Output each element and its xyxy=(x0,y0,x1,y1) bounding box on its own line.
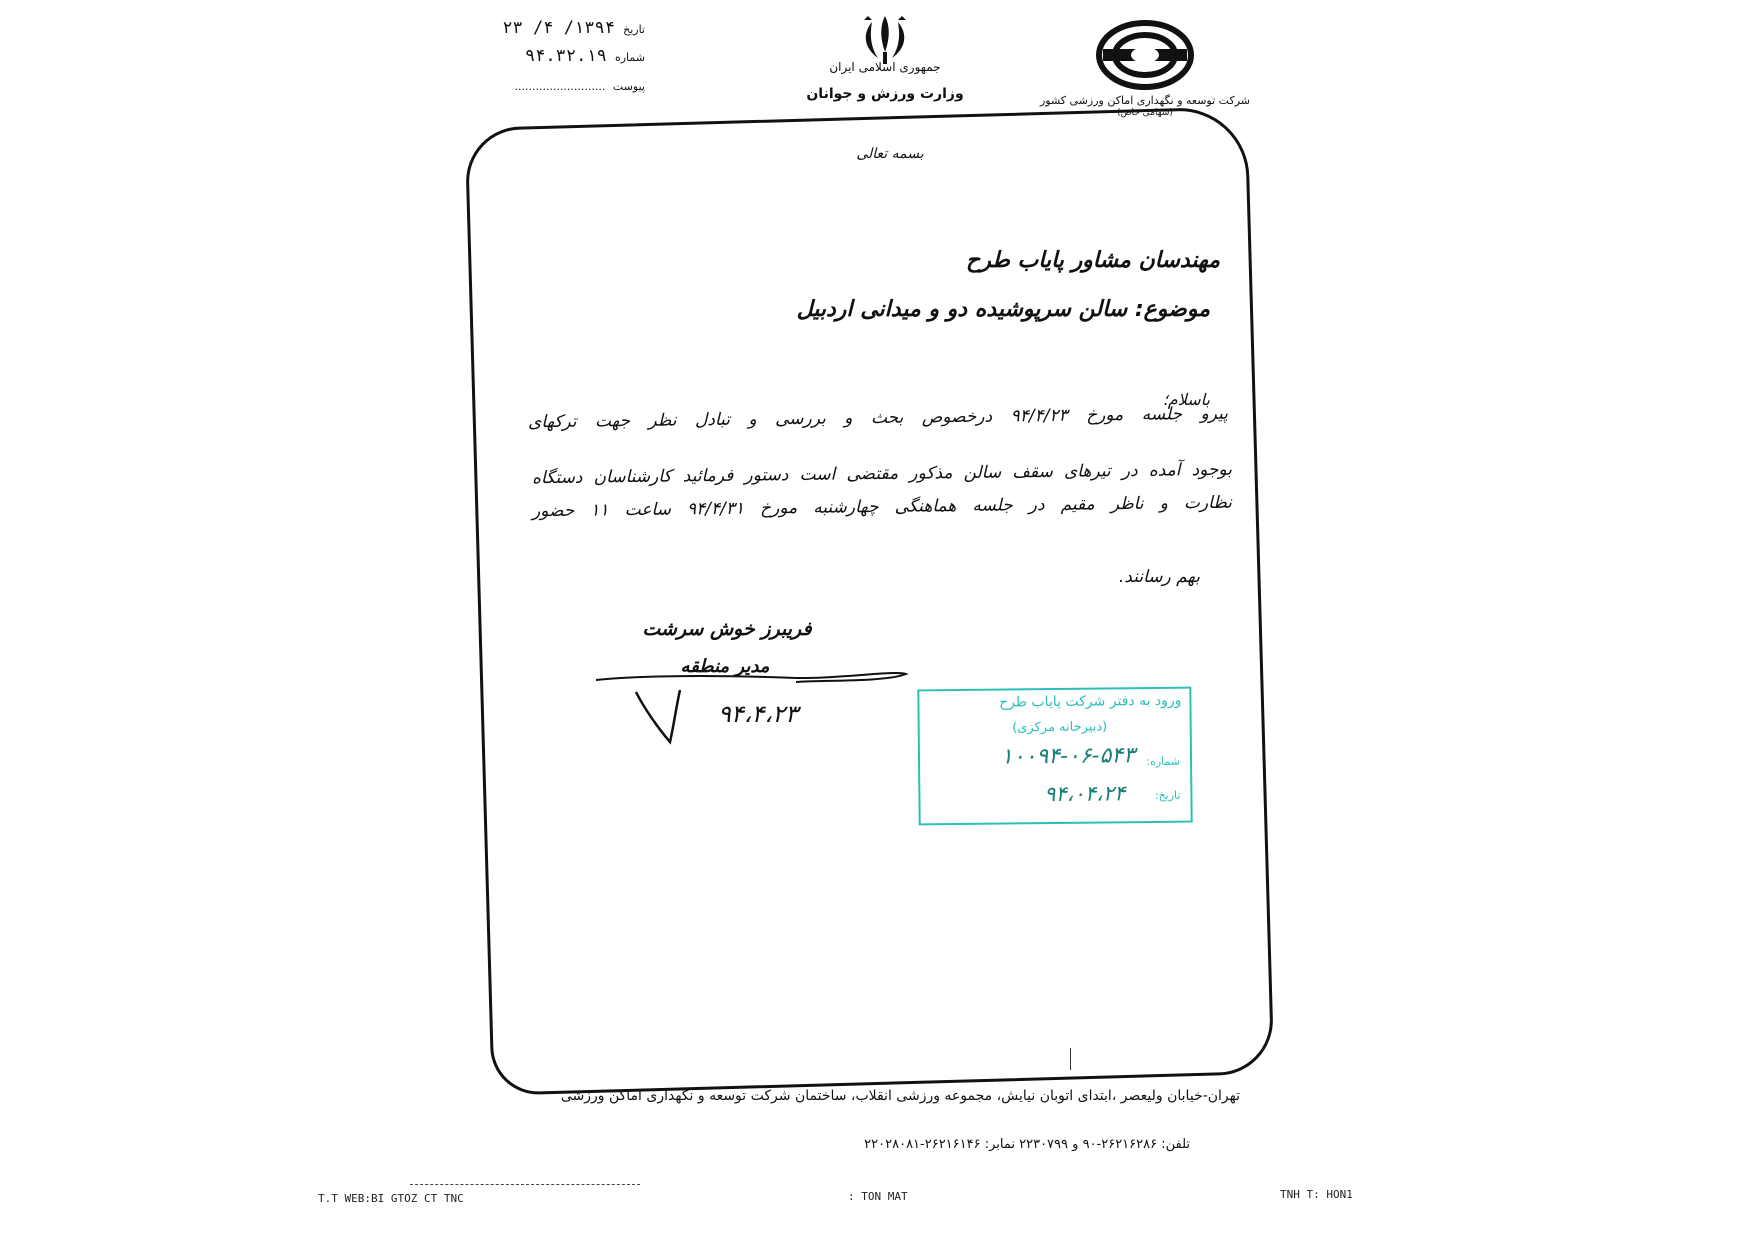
country-name: جمهوری اسلامی ایران xyxy=(829,60,941,74)
body-line: بهم رسانند. xyxy=(1118,567,1200,587)
stamp-number-value: ۱۰۰۹۴-۰۶-۵۴۳ xyxy=(1000,743,1136,770)
stamp-date-label: تاریخ: xyxy=(1154,788,1181,802)
fax-header-middle: : TON MAT xyxy=(848,1190,908,1203)
recipient: مهندسان مشاور پایاب طرح xyxy=(966,248,1220,273)
greeting: باسلام؛ xyxy=(1162,390,1210,409)
stamp-number-label: شماره: xyxy=(1146,754,1181,769)
signer-title: مدیر منطقه xyxy=(680,656,770,677)
footer-address: تهران-خیابان ولیعصر ،ابتدای اتوبان نیایش، مجموعه ورزشی انقلاب، ساختمان شرکت توسعه و نگهداری اماکن ورزشی xyxy=(560,1088,1240,1104)
stamp-subtitle: (دبیرخانه مرکزی) xyxy=(1012,719,1108,736)
reception-stamp xyxy=(917,687,1192,826)
date-label: تاریخ xyxy=(623,23,645,36)
subject-line: موضوع: سالن سرپوشیده دو و میدانی اردبیل xyxy=(796,297,1210,322)
letter-date xyxy=(455,18,645,38)
signature-date: ۹۴،۴،۲۳ xyxy=(718,700,798,728)
signer-name: فریبرز خوش سرشت xyxy=(642,618,812,640)
attachment-label: پیوست xyxy=(612,80,645,93)
company-logo-icon xyxy=(1095,20,1195,90)
stamp-title: ورود به دفتر شرکت پایاب طرح xyxy=(999,692,1182,711)
fax-header-right: TNH T: HON1 xyxy=(1280,1188,1353,1201)
letter-attachment: پیوست .......................... xyxy=(514,80,645,93)
ministry-name: وزارت ورزش و جوانان xyxy=(806,86,964,102)
org-subtitle: (سهامی خاص) xyxy=(1117,108,1173,118)
frame-mark xyxy=(1070,1048,1071,1070)
body-line: پیرو جلسه مورخ ۹۴/۴/۲۳ درخصوص بحث و بررسی و تبادل نظر جهت ترکهای xyxy=(527,403,1229,433)
fax-divider xyxy=(410,1184,640,1185)
body-line: بوجود آمده در تیرهای سقف سالن مذکور مقتضی است دستور فرمائید کارشناسان دستگاه xyxy=(531,459,1233,489)
letter-number xyxy=(455,46,645,66)
invocation: بسمه تعالی xyxy=(856,146,924,162)
fax-header-left: T.T WEB:BI GTOZ CT TNC xyxy=(318,1192,464,1205)
date-value: ۱۳۹۴/ ۴/ ۲۳ xyxy=(502,18,615,38)
number-label: شماره xyxy=(614,51,645,64)
body-line: نظارت و ناظر مقیم در جلسه هماهنگی چهارشنبه مورخ ۹۴/۴/۳۱ ساعت ۱۱ حضور xyxy=(531,492,1233,522)
footer-phones: تلفن: ۲۶۲۱۶۲۸۶-۹۰ و ۲۲۳۰۷۹۹ نمابر: ۲۶۲۱۶۱۴۶-۲۲۰۲۸۰۸۱ xyxy=(864,1137,1190,1152)
number-value: ۹۴.۳۲.۱۹ xyxy=(524,46,607,66)
org-name: شرکت توسعه و نگهداری اماکن ورزشی کشور xyxy=(1039,94,1250,107)
stamp-date-value: ۹۴،۰۴،۲۴ xyxy=(1044,781,1126,807)
